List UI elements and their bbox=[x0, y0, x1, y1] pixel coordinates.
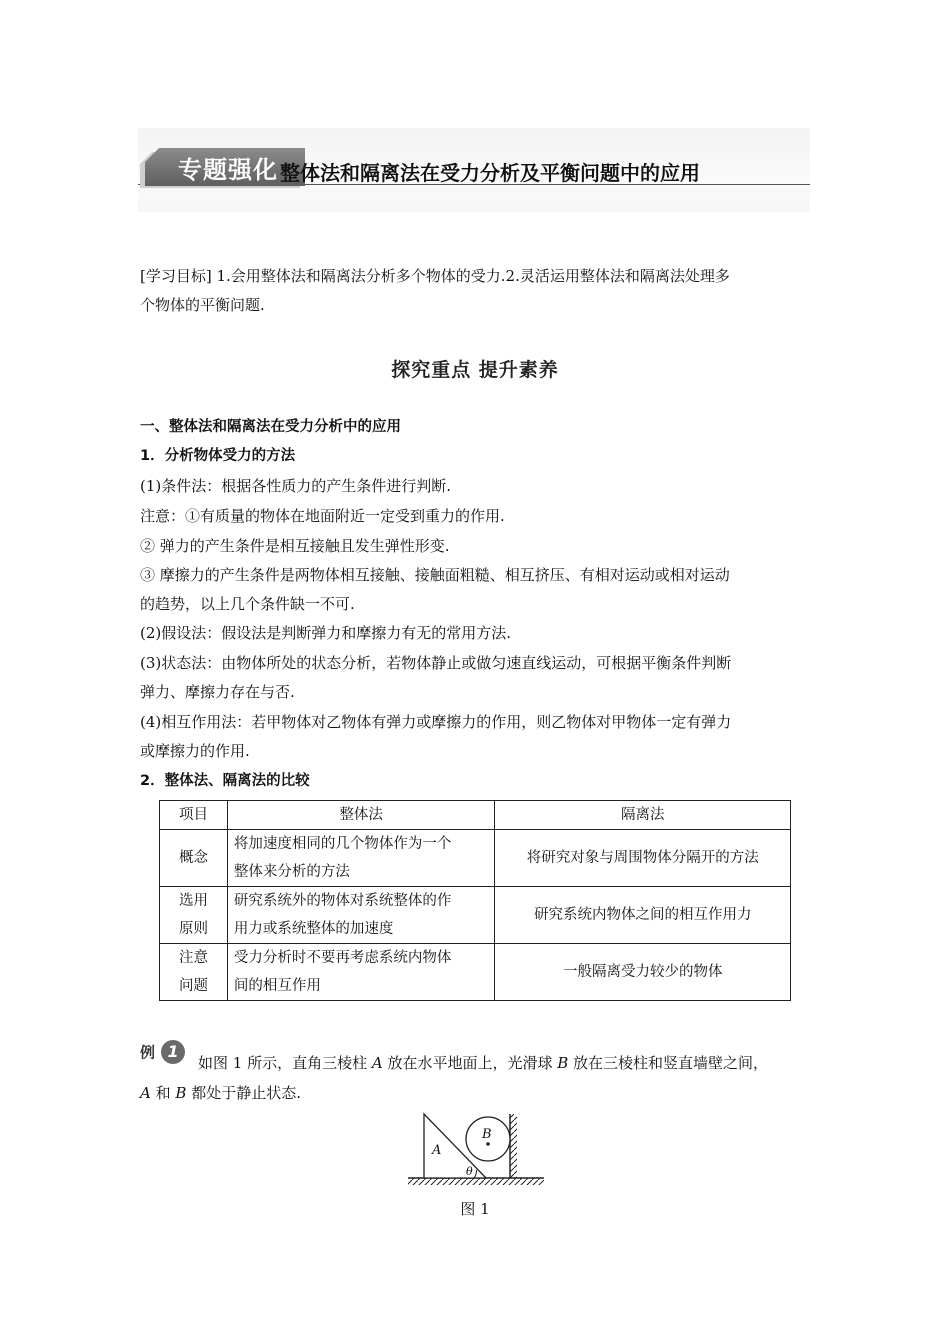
body-line: (2)假设法：假设法是判断弹力和摩擦力有无的常用方法. bbox=[140, 624, 512, 642]
cell-text: 受力分析时不要再考虑系统内物体 bbox=[233, 950, 452, 966]
body-line: 或摩擦力的作用. bbox=[140, 742, 250, 760]
cell-text: 选用 bbox=[178, 893, 208, 909]
example-line-2 bbox=[140, 1079, 301, 1108]
table-row bbox=[160, 887, 791, 944]
ground-hatch bbox=[408, 1178, 544, 1185]
cell-text: 整体来分析的方法 bbox=[233, 864, 350, 880]
cell-text: 问题 bbox=[178, 978, 208, 994]
part1-sub1: 1．分析物体受力的方法 bbox=[140, 448, 296, 464]
body-line: (1)条件法：根据各性质力的产生条件进行判断. bbox=[140, 477, 452, 495]
body-line: (3)状态法：由物体所处的状态分析，若物体静止或做匀速直线运动，可根据平衡条件判断 bbox=[140, 654, 732, 672]
cell-text: 用力或系统整体的加速度 bbox=[233, 921, 394, 937]
table-header-cell: 项目 bbox=[160, 801, 228, 830]
table-cell-whole bbox=[227, 944, 495, 1001]
var-B: B bbox=[557, 1054, 569, 1072]
example-badge bbox=[140, 1040, 185, 1064]
var-B: B bbox=[175, 1084, 187, 1102]
cell-text: 将加速度相同的几个物体作为一个 bbox=[233, 836, 452, 852]
example-text: 和 bbox=[150, 1084, 176, 1102]
comparison-table bbox=[159, 800, 791, 1001]
table-header-cell: 隔离法 bbox=[495, 801, 791, 830]
cell-text: 概念 bbox=[178, 850, 208, 866]
ball-center-dot bbox=[486, 1142, 490, 1146]
body-line: (4)相互作用法：若甲物体对乙物体有弹力或摩擦力的作用，则乙物体对甲物体一定有弹力 bbox=[140, 713, 732, 731]
objectives-line-1: [学习目标] 1.会用整体法和隔离法分析多个物体的受力.2.灵活运用整体法和隔离法处理多 bbox=[140, 267, 730, 285]
table-header-cell: 整体法 bbox=[227, 801, 495, 830]
topic-tag-label: 专题强化 bbox=[178, 156, 278, 184]
part1-heading: 一、整体法和隔离法在受力分析中的应用 bbox=[140, 419, 401, 435]
example-number: 1 bbox=[167, 1042, 179, 1061]
table-cell-item bbox=[160, 830, 228, 887]
example-text: 放在三棱柱和竖直墙壁之间， bbox=[568, 1054, 769, 1072]
table-row bbox=[160, 944, 791, 1001]
example-text: 放在水平地面上，光滑球 bbox=[382, 1054, 558, 1072]
wall-hatch bbox=[510, 1114, 517, 1178]
label-theta: θ bbox=[466, 1165, 473, 1178]
body-line: ③ 摩擦力的产生条件是两物体相互接触、接触面粗糙、相互挤压、有相对运动或相对运动 bbox=[140, 566, 730, 584]
label-A: A bbox=[432, 1143, 442, 1158]
body-line: ② 弹力的产生条件是相互接触且发生弹性形变. bbox=[140, 537, 450, 555]
part1-sub2: 2．整体法、隔离法的比较 bbox=[140, 773, 310, 789]
var-A: A bbox=[371, 1054, 383, 1072]
cell-text: 研究系统外的物体对系统整体的作 bbox=[233, 893, 452, 909]
table-cell-isolate: 研究系统内物体之间的相互作用力 bbox=[495, 887, 791, 944]
example-label: 例 bbox=[140, 1043, 156, 1062]
figure-caption: 图 1 bbox=[460, 1200, 490, 1218]
table-cell-isolate: 将研究对象与周围物体分隔开的方法 bbox=[495, 830, 791, 887]
example-text: 如图 1 所示，直角三棱柱 bbox=[198, 1054, 372, 1072]
label-B: B bbox=[482, 1127, 492, 1142]
table-cell-whole bbox=[227, 830, 495, 887]
figure-1 bbox=[400, 1108, 550, 1192]
table-cell-isolate: 一般隔离受力较少的物体 bbox=[495, 944, 791, 1001]
cell-text: 注意 bbox=[178, 950, 208, 966]
section-heading: 探究重点 提升素养 bbox=[391, 359, 559, 381]
table-row bbox=[160, 830, 791, 887]
table-cell-whole bbox=[227, 887, 495, 944]
body-line: 注意：①有质量的物体在地面附近一定受到重力的作用. bbox=[140, 507, 505, 525]
body-line: 的趋势，以上几个条件缺一不可. bbox=[140, 595, 355, 613]
example-text: 都处于静止状态. bbox=[186, 1084, 301, 1102]
cell-text: 原则 bbox=[178, 921, 208, 937]
table-header-row bbox=[160, 801, 791, 830]
objectives-line-2: 个物体的平衡问题. bbox=[140, 296, 265, 314]
example-number-circle bbox=[161, 1040, 185, 1064]
table-cell-item bbox=[160, 887, 228, 944]
page-title: 整体法和隔离法在受力分析及平衡问题中的应用 bbox=[280, 161, 700, 185]
body-line: 弹力、摩擦力存在与否. bbox=[140, 683, 295, 701]
table-cell-item bbox=[160, 944, 228, 1001]
example-line-1 bbox=[198, 1049, 768, 1078]
var-A: A bbox=[140, 1084, 151, 1102]
cell-text: 间的相互作用 bbox=[233, 978, 321, 994]
